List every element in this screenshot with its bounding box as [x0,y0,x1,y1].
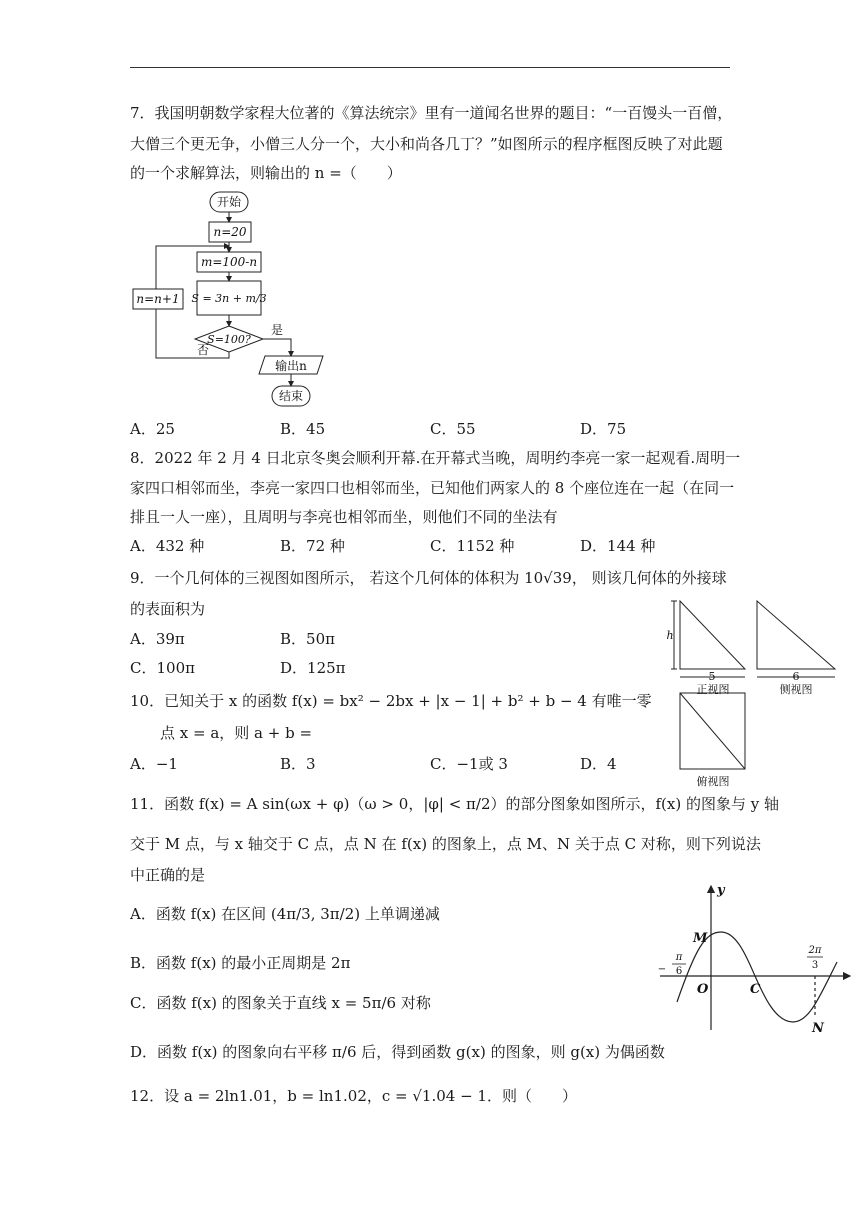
flow-cond-label: S=100? [207,333,251,346]
q8-line-2: 家四口相邻而坐，李亮一家四口也相邻而坐，已知他们两家人的 8 个座位连在一起（在同一 [130,479,735,497]
q9-option-d: D．125π [280,659,346,677]
front-view-caption: 正视图 [696,683,730,696]
flow-s-label: S = 3n + m/3 [191,292,267,305]
side-view-caption: 侧视图 [779,683,813,696]
q10-option-d: D．4 [580,755,617,773]
q12-line-1: 12．设 a = 2ln1.01，b = ln1.02，c = √1.04 − 1．则（ ） [130,1087,577,1105]
q9-line-1: 9．一个几何体的三视图如图所示， 若这个几何体的体积为 10√39， 则该几何体的外接球 [130,569,727,587]
q9-option-b: B．50π [280,630,335,648]
view-5-label: 5 [708,670,716,683]
top-view-caption: 俯视图 [696,775,730,788]
point-m-label: M [693,931,708,946]
q11-option-c: C．函数 f(x) 的图象关于直线 x = 5π/6 对称 [130,994,431,1012]
flow-m-label: m=100-n [200,255,258,269]
q10-option-b: B．3 [280,755,316,773]
q8-option-c: C．1152 种 [430,537,515,555]
q7-option-b: B．45 [280,420,326,438]
view-6-label: 6 [792,670,800,683]
q10-line-1: 10．已知关于 x 的函数 f(x) = bx² − 2bx + |x − 1| + b² + b − 4 有唯一零 [130,692,652,710]
q8-line-3: 排且一人一座），且周明与李亮也相邻而坐，则他们不同的坐法有 [130,508,558,526]
graph-y-label: y [717,883,725,898]
flow-no-label: 否 [196,343,210,357]
q11-line-1: 11．函数 f(x) = A sin(ωx + φ)（ω > 0，|φ| < π/2）的部分图象如图所示，f(x) 的图象与 y 轴 [130,795,779,813]
q7-line-3: 的一个求解算法，则输出的 n =（ ） [130,164,402,182]
q11-option-d: D．函数 f(x) 的图象向右平移 π/6 后，得到函数 g(x) 的图象，则 g(x) 为偶函数 [130,1043,665,1061]
q8-option-a: A．432 种 [130,537,205,555]
point-n-label: N [812,1021,824,1035]
q9-option-a: A．39π [130,630,185,648]
q9-option-c: C．100π [130,659,195,677]
flow-end-label: 结束 [278,389,304,403]
flow-incr-label: n=n+1 [136,292,180,306]
q11-option-a: A．函数 f(x) 在区间 (4π/3, 3π/2) 上单调递减 [130,905,440,923]
flow-init-label: n=20 [213,225,247,239]
q11-option-b: B．函数 f(x) 的最小正周期是 2π [130,954,351,972]
q9-line-2: 的表面积为 [130,600,206,618]
view-h-label: h [666,629,674,642]
two-pi3-num: 2π [808,945,822,956]
flow-output-label: 输出n [275,359,307,373]
header-rule [130,67,730,68]
flow-yes-label: 是 [270,323,284,337]
q8-line-1: 8．2022 年 2 月 4 日北京冬奥会顺利开幕.在开幕式当晚，周明约李亮一家一起观看.周明一 [130,449,741,467]
q7-option-c: C．55 [430,420,476,438]
point-c-label: C [750,982,761,997]
neg-pi6-num: π [675,952,683,963]
two-pi3-den: 3 [811,960,819,971]
q7-line-2: 大僧三个更无争，小僧三人分一个，大小和尚各几丁？”如图所示的程序框图反映了对此题 [130,135,723,153]
q7-option-a: A．25 [130,420,175,438]
q8-option-d: D．144 种 [580,537,656,555]
q10-option-a: A．−1 [130,755,178,773]
sine-graph [655,880,855,1035]
neg-sign: − [657,964,667,975]
neg-pi6-den: 6 [675,966,683,977]
q10-option-c: C．−1或 3 [430,755,508,773]
three-views-figure [665,595,850,790]
q7-option-d: D．75 [580,420,627,438]
flowchart [125,188,345,413]
q8-option-b: B．72 种 [280,537,345,555]
origin-label: O [697,982,709,997]
q10-line-2: 点 x = a，则 a + b = [160,724,313,742]
front-view-triangle [680,601,745,669]
q7-line-1: 7．我国明朝数学家程大位著的《算法统宗》里有一道闻名世界的题目：“一百馒头一百僧， [130,104,733,122]
q11-line-3: 中正确的是 [130,866,206,884]
side-view-triangle [757,601,835,669]
q11-line-2: 交于 M 点，与 x 轴交于 C 点，点 N 在 f(x) 的图象上，点 M、N 关于点 C 对称，则下列说法 [130,835,761,853]
flow-start-label: 开始 [216,195,242,209]
